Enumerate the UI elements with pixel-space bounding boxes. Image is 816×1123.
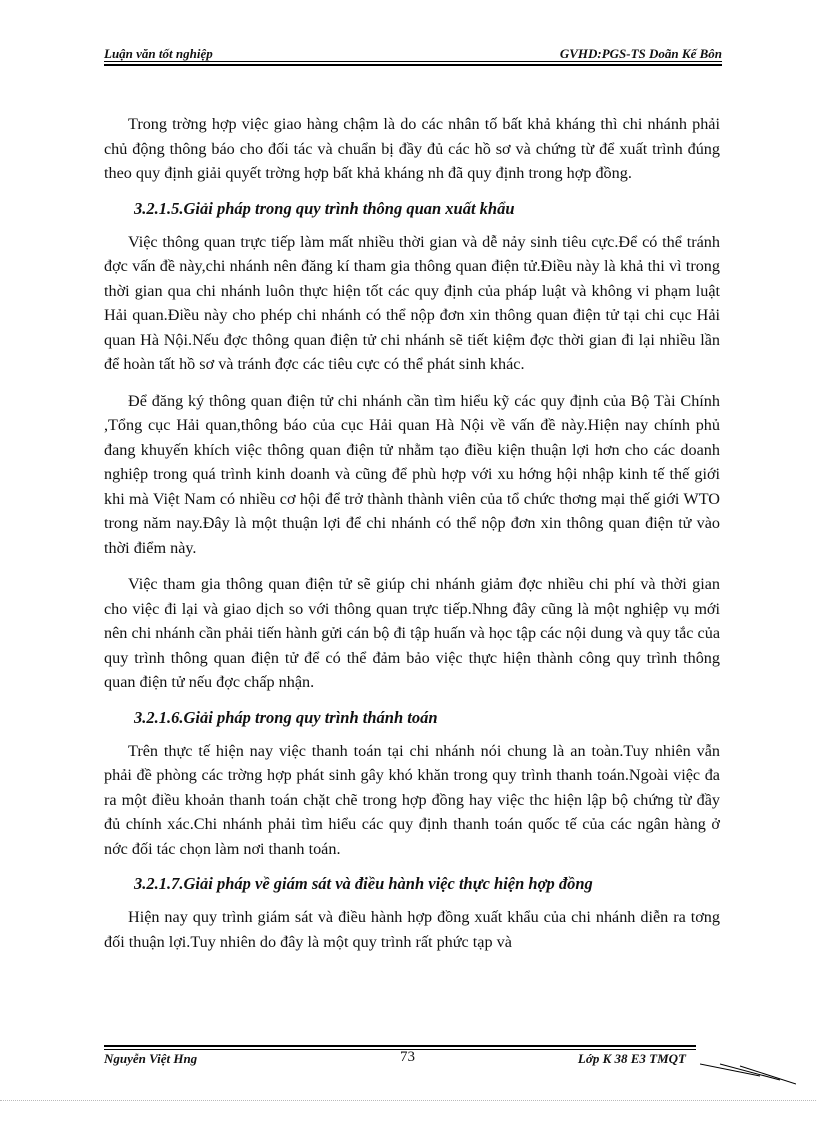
paragraph-supervision: Hiện nay quy trình giám sát và điều hành hợp đồng xuất khẩu của chi nhánh diễn ra tơng đối thuận lợi.Tuy nhiên do đây là một quy trình rất phức tạp và — [104, 908, 720, 951]
paragraph-direct-customs: Việc thông quan trực tiếp làm mất nhiều thời gian và dễ nảy sinh tiêu cực.Để có thể tránh đợc vấn đề này,chi nhánh nên đăng kí tham gia thông quan điện tử.Điều này là khả thi vì trong thời gian qua chi nhánh luôn thực hiện tốt các quy định của pháp luật và không vi phạm luật Hải quan.Điều này cho phép chi nhánh có thể nộp đơn xin thông quan điện tử tại chi cục Hải quan Hà Nội.Nếu đợc thông quan điện tử chi nhánh sẽ tiết kiệm đợc thời gian đi lại nhiều lần để hoàn tất hồ sơ và tránh đợc các tiêu cực có thể phát sinh khác. — [104, 232, 720, 373]
document-body — [104, 112, 720, 966]
header-rule-thick — [104, 64, 722, 66]
section-heading-supervision: 3.2.1.7.Giải pháp về giám sát và điều hành việc thực hiện hợp đồng — [134, 874, 593, 893]
paragraph-payment: Trên thực tế hiện nay việc thanh toán tại chi nhánh nói chung là an toàn.Tuy nhiên vẫn phải đề phòng các trờng hợp phát sinh gây khó khăn trong quy trình thanh toán.Ngoài việc đa ra một điều khoản thanh toán chặt chẽ trong hợp đồng hay việc thc hiện lập bộ chứng từ đầy đủ chính xác.Chi nhánh phải tìm hiểu các quy định thanh toán quốc tế của các ngân hàng ở nớc đối tác chọn làm nơi thanh toán. — [104, 741, 720, 858]
header-advisor: GVHD:PGS-TS Doãn Kế Bôn — [559, 46, 722, 61]
paragraph-delivery-delay: Trong trờng hợp việc giao hàng chậm là do các nhân tố bất khả kháng thì chi nhánh phải chủ động thông báo cho đối tác và chuẩn bị đầy đủ các hồ sơ và chứng từ để xuất trình đúng theo quy định giải quyết trờng hợp bất khả kháng nh đã quy định trong hợp đồng. — [104, 115, 720, 182]
section-heading-payment: 3.2.1.6.Giải pháp trong quy trình thánh toán — [134, 707, 438, 727]
header-rule-thin — [104, 61, 722, 62]
footer-author: Nguyễn Việt Hng — [104, 1051, 198, 1066]
page-corner-lines — [700, 1062, 796, 1086]
page-edge-dotted-line — [0, 1100, 816, 1101]
footer-rule-thick — [104, 1045, 696, 1047]
page-footer — [104, 1045, 696, 1069]
header-thesis-label: Luận văn tốt nghiệp — [104, 46, 213, 61]
paragraph-e-customs-benefits: Việc tham gia thông quan điện tử sẽ giúp chi nhánh giảm đợc nhiều chi phí và thời gian cho việc đi lại và giao dịch so với thông quan trực tiếp.Nhng đây cũng là một nghiệp vụ mới nên chi nhánh cần phải tiến hành gửi cán bộ đi tập huấn và học tập các nội dung và quy tắc của quy trình thông quan điện tử để có thể đảm bảo việc thực hiện thành công quy trình thông quan điện tử nếu đợc chấp nhận. — [104, 575, 720, 691]
paragraph-register-e-customs: Để đăng ký thông quan điện tử chi nhánh cần tìm hiểu kỹ các quy định của Bộ Tài Chính ,Tổng cục Hải quan,thông báo của cục Hải quan Hà Nội về vấn đề này.Hiện nay chính phủ đang khuyến khích việc thông quan điện tử nhằm tạo điều kiện thuận lợi hơn cho các doanh nghiệp trong quá trình kinh doanh và cũng để phù hợp với xu hớng hội nhập kinh tế thế giới khi mà Việt Nam có nhiều cơ hội để trở thành thành viên của tổ chức thơng mại thế giới WTO trong năm nay.Đây là một thuận lợi để chi nhánh có thể nộp đơn xin thông quan điện tử vào thời điểm này. — [104, 391, 720, 557]
page-header — [104, 44, 722, 64]
page-number: 73 — [400, 1049, 415, 1065]
footer-class: Lớp K 38 E3 TMQT — [577, 1051, 686, 1066]
section-heading-customs: 3.2.1.5.Giải pháp trong quy trình thông quan xuất khẩu — [134, 198, 515, 218]
